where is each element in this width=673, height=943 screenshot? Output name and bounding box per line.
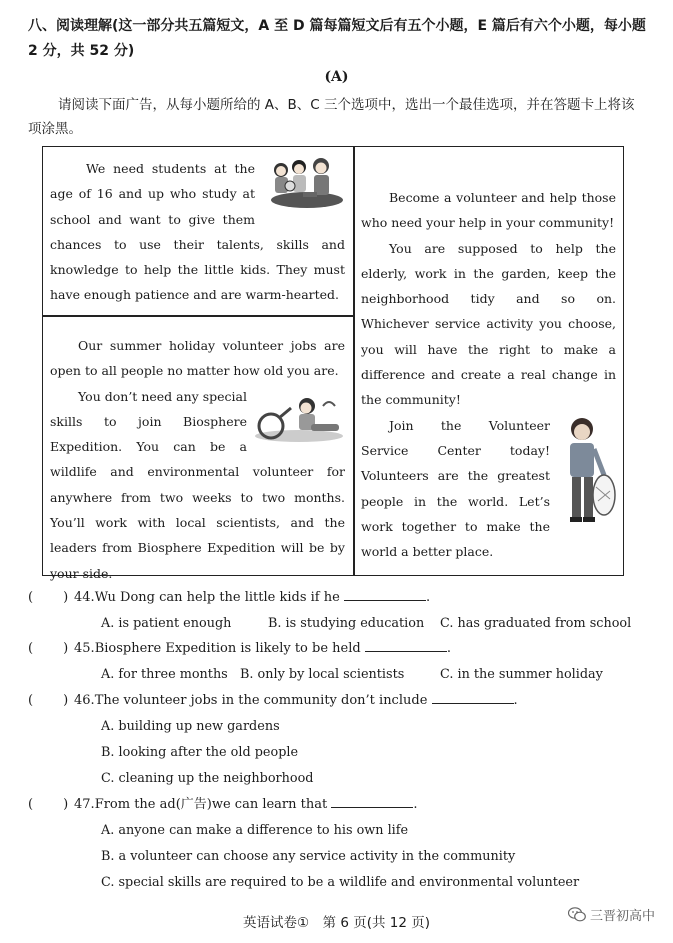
question-47: 47.From the ad(广告)we can learn that . xyxy=(74,792,418,818)
answer-bracket-47[interactable]: ( ) xyxy=(28,797,69,812)
question-46: 46.The volunteer jobs in the community don’t include . xyxy=(74,688,518,714)
ad-bottom-left-p1: Our summer holiday volunteer jobs are open to all people no matter how old you are. xyxy=(50,338,345,379)
answer-blank xyxy=(365,637,447,652)
girl-with-magnifier-icon xyxy=(253,394,345,442)
question-45: 45.Biosphere Expedition is likely to be held . xyxy=(74,636,451,662)
instruction-text: 请阅读下面广告，从每小题所给的 A、B、C 三个选项中，选出一个最佳选项，并在答题卡上将该项涂黑。 xyxy=(28,97,635,137)
ad-bottom-left xyxy=(50,333,345,586)
ad-row-divider xyxy=(42,315,354,317)
option-44-a: A. is patient enough xyxy=(101,616,232,631)
option-46-a: A. building up new gardens xyxy=(101,719,280,734)
passage-label: (A) xyxy=(324,69,349,85)
ad-column-divider xyxy=(353,146,355,576)
watermark-text: 三晋初高中 xyxy=(590,909,656,924)
option-46-b: B. looking after the old people xyxy=(101,745,299,760)
answer-bracket-46[interactable]: ( ) xyxy=(28,693,69,708)
ad-right xyxy=(361,185,616,564)
ad-right-p2: You are supposed to help the elderly, work in the garden, keep the neighborhood tidy and so on. Whichever service activity you choose, you will have the right to make a difference and create a real change in the community! xyxy=(361,240,616,408)
page-footer: 英语试卷① 第 6 页(共 12 页) xyxy=(242,915,431,931)
option-47-b: B. a volunteer can choose any service activity in the community xyxy=(101,849,516,864)
option-44-c: C. has graduated from school xyxy=(440,616,632,631)
ad-bottom-left-p2: You don’t need any special skills to join Biosphere Expedition. You can be a wildlife and environmental volunteer for anywhere from two weeks to two months. You’ll work with local scientists, and the leaders from Biosphere Expedition will be by your side. xyxy=(50,388,345,581)
man-with-bag-icon xyxy=(558,415,616,533)
answer-blank xyxy=(331,793,413,808)
ad-right-p1: Become a volunteer and help those who need your help in your community! xyxy=(361,190,616,231)
answer-blank xyxy=(344,586,426,601)
option-45-a: A. for three months xyxy=(101,667,228,682)
option-44-b: B. is studying education xyxy=(268,616,425,631)
option-47-c: C. special skills are required to be a wildlife and environmental volunteer xyxy=(101,875,580,890)
watermark xyxy=(568,905,655,924)
option-47-a: A. anyone can make a difference to his own life xyxy=(101,823,409,838)
ad-top-left: We need students at the age of 16 and up who study at school and want to give them chances to use their talents, skills and knowledge to help the little kids. They must have enough patience and are warm-hearted. xyxy=(50,156,345,308)
answer-blank xyxy=(432,689,514,704)
answer-bracket-44[interactable]: ( ) xyxy=(28,590,69,605)
ad-right-p3: Join the Volunteer Service Center today! Volunteers are the greatest people in the world. Let’s work together to make the world a better place. xyxy=(361,417,550,560)
option-46-c: C. cleaning up the neighborhood xyxy=(101,771,314,786)
option-45-b: B. only by local scientists xyxy=(240,667,405,682)
option-45-c: C. in the summer holiday xyxy=(440,667,603,682)
section-heading: 八、阅读理解(这一部分共五篇短文，A 至 D 篇每篇短文后有五个小题，E 篇后有六个小题，每小题 2 分，共 52 分) xyxy=(28,18,646,59)
answer-bracket-45[interactable]: ( ) xyxy=(28,641,69,656)
question-44: 44.Wu Dong can help the little kids if he . xyxy=(74,585,430,611)
wechat-icon xyxy=(568,907,586,922)
children-group-icon xyxy=(263,156,345,210)
